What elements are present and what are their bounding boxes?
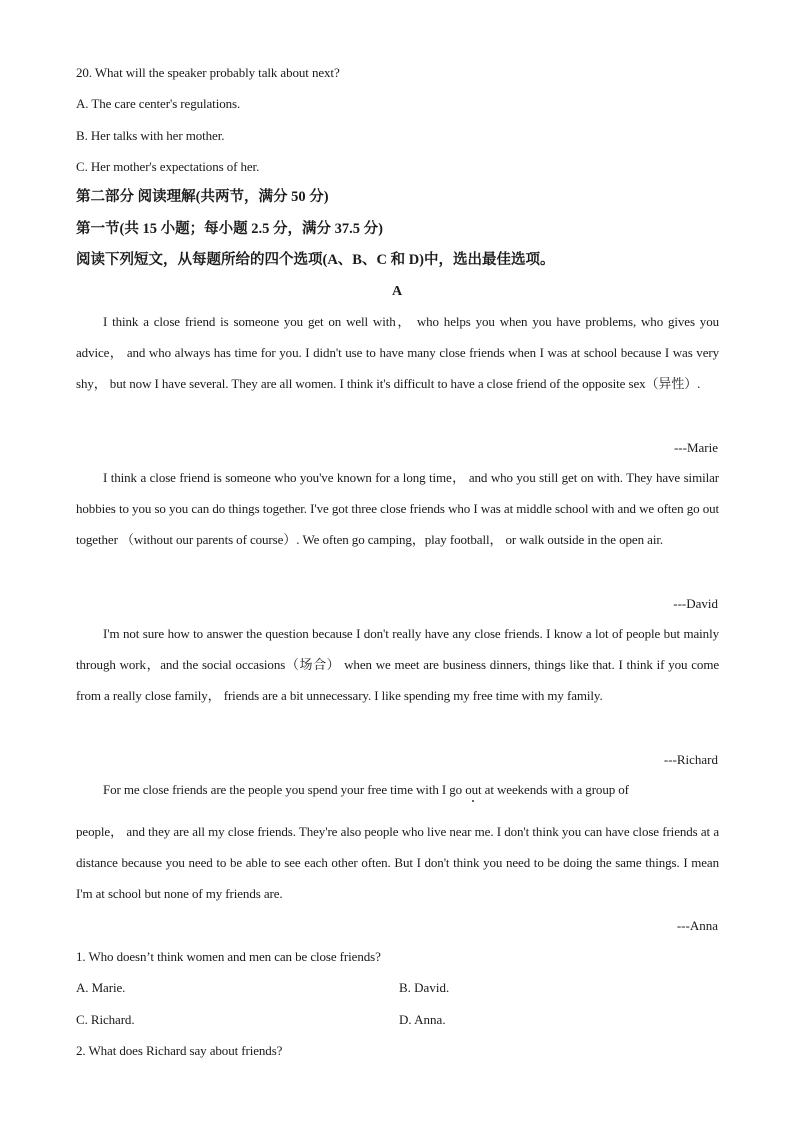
question-20-option-c: C. Her mother's expectations of her. bbox=[76, 159, 260, 174]
paragraph-anna-first-line: For me close friends are the people you spend your free time with I go out at weekends with a group of bbox=[103, 782, 629, 797]
part-heading: 第二部分 阅读理解(共两节，满分 50 分) bbox=[76, 189, 329, 205]
author-marie: ---Marie bbox=[673, 440, 718, 455]
author-david: ---David bbox=[673, 596, 718, 611]
question-1: 1. Who doesn’t think women and men can be close friends? bbox=[76, 949, 381, 964]
stray-dot bbox=[472, 800, 474, 802]
paragraph-marie: I think a close friend is someone you get on well with， who helps you when you have problems, who gives you advice， and who always has time for you. I didn't use to have many close friends when I was at school because I was very shy， but now I have several. They are all women. I think it's difficult to have a close friend of the opposite sex（异性）. bbox=[76, 314, 719, 392]
question-2: 2. What does Richard say about friends? bbox=[76, 1043, 283, 1058]
paragraph-anna: people， and they are all my close friends. They're also people who live near me. I don't think you can have close friends at a distance because you need to be able to see each other often. But I don't think you need to be doing the same things. I mean I'm at school but none of my friends are. bbox=[76, 824, 719, 902]
question-20-option-a: A. The care center's regulations. bbox=[76, 96, 241, 111]
passage-title: A bbox=[391, 284, 403, 299]
author-anna: ---Anna bbox=[676, 918, 718, 933]
subsection-heading: 第一节(共 15 小题；每小题 2.5 分，满分 37.5 分) bbox=[76, 221, 383, 237]
question-20: 20. What will the speaker probably talk about next? bbox=[76, 65, 340, 80]
author-richard: ---Richard bbox=[663, 752, 718, 767]
question-20-option-b: B. Her talks with her mother. bbox=[76, 128, 225, 143]
instruction: 阅读下列短文，从每题所给的四个选项(A、B、C 和 D)中，选出最佳选项。 bbox=[76, 252, 555, 268]
question-1-option-d: D. Anna. bbox=[399, 1012, 446, 1027]
question-1-option-c: C. Richard. bbox=[76, 1012, 135, 1027]
paragraph-david: I think a close friend is someone who you've known for a long time， and who you still get on with. They have similar hobbies to you so you can do things together. I've got three close friends who I was at middle school with and we often go out together （without our parents of course）. We often go camping，play football， or walk outside in the open air. bbox=[76, 470, 719, 548]
paragraph-richard: I'm not sure how to answer the question because I don't really have any close friends. I know a lot of people but mainly through work，and the social occasions（场合） when we meet are business dinners, things like that. I think if you come from a really close family， friends are a bit unnecessary. I like spending my free time with my family. bbox=[76, 626, 719, 704]
question-1-option-a: A. Marie. bbox=[76, 980, 126, 995]
question-1-option-b: B. David. bbox=[399, 980, 450, 995]
